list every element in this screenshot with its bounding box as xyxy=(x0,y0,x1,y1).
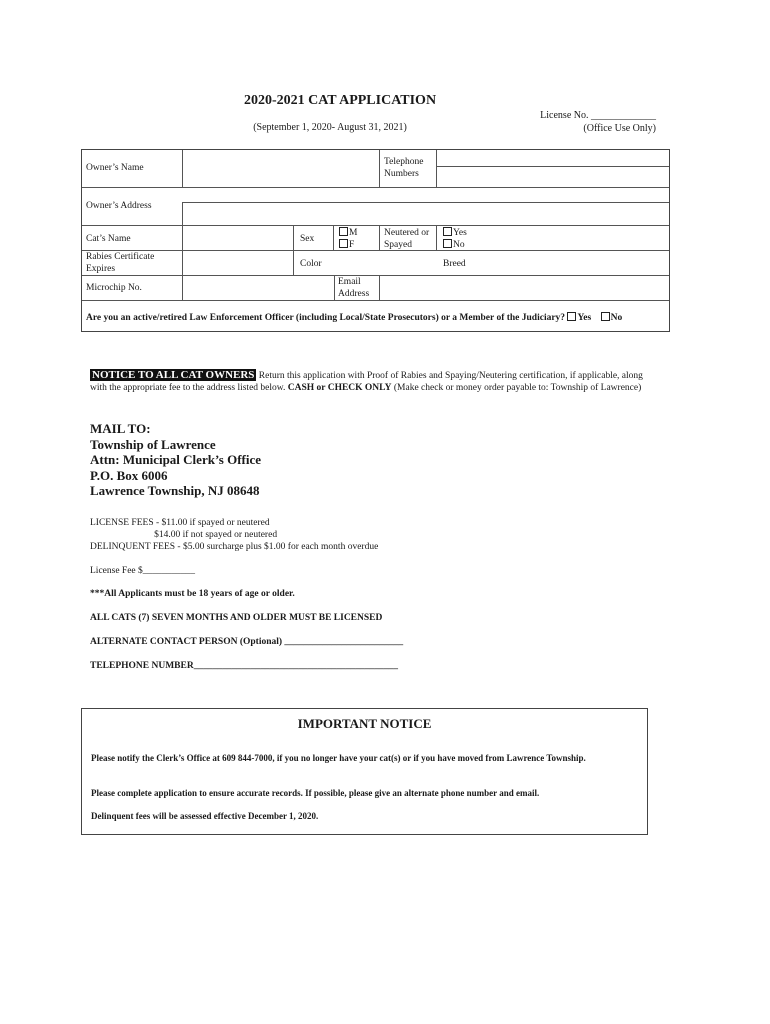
notice-paragraph: NOTICE TO ALL CAT OWNERS Return this application with Proof of Rabies and Spaying/Neutering certification, if applicable, along with the appropriate fee to the address listed below. CASH or CHECK ONLY (Make check or money order payable to: Township of Lawrence) xyxy=(90,369,643,393)
checkbox-icon[interactable] xyxy=(339,239,348,248)
rabies-label: Rabies Certificate Expires xyxy=(86,252,155,274)
checkbox-icon[interactable] xyxy=(567,312,576,321)
breed-field[interactable] xyxy=(474,251,669,275)
sex-male-option[interactable]: M xyxy=(339,227,357,239)
page-title: 2020-2021 CAT APPLICATION xyxy=(243,93,437,108)
checkbox-icon[interactable] xyxy=(339,227,348,236)
license-period: (September 1, 2020- August 31, 2021) xyxy=(253,122,407,133)
color-label: Color xyxy=(300,259,322,269)
important-notice-title: IMPORTANT NOTICE xyxy=(297,716,432,731)
checkbox-icon[interactable] xyxy=(443,227,452,236)
neutered-label: Neutered or Spayed xyxy=(384,228,430,250)
application-form xyxy=(81,149,670,332)
telephone-numbers-label: Telephone Numbers xyxy=(384,157,424,179)
email-field[interactable] xyxy=(380,276,669,300)
owners-address-label: Owner’s Address xyxy=(86,201,152,211)
rabies-field[interactable] xyxy=(183,251,293,275)
color-field[interactable] xyxy=(327,251,437,275)
question-yes-option[interactable]: Yes xyxy=(567,313,591,323)
office-use-label: (Office Use Only) xyxy=(583,123,656,134)
telephone-number-field[interactable]: TELEPHONE NUMBER___________________________________________ xyxy=(90,661,398,671)
age-requirement: ***All Applicants must be 18 years of age or older. xyxy=(90,589,295,599)
sex-label: Sex xyxy=(300,234,315,244)
cats-name-label: Cat’s Name xyxy=(86,234,131,244)
licensing-requirement: ALL CATS (7) SEVEN MONTHS AND OLDER MUST BE LICENSED xyxy=(90,613,383,623)
alternate-contact-field[interactable]: ALTERNATE CONTACT PERSON (Optional) _________________________ xyxy=(90,637,404,647)
checkbox-icon[interactable] xyxy=(443,239,452,248)
email-label: Email Address xyxy=(338,277,370,299)
microchip-label: Microchip No. xyxy=(86,283,142,293)
fee-schedule: LICENSE FEES - $11.00 if spayed or neutered $14.00 if not spayed or neutered DELINQUENT FEES - $5.00 surcharge plus $1.00 for each month overdue xyxy=(90,518,379,552)
breed-label: Breed xyxy=(443,259,466,269)
telephone-numbers-field[interactable] xyxy=(437,150,669,187)
delinquent-fees-text: Delinquent fees will be assessed effective December 1, 2020. xyxy=(91,811,319,821)
license-number-field[interactable]: License No. _____________ xyxy=(540,110,656,121)
microchip-field[interactable] xyxy=(183,276,334,300)
question-no-option[interactable]: No xyxy=(601,313,623,323)
neutered-yes-option[interactable]: Yes xyxy=(443,227,467,239)
complete-application-text: Please complete application to ensure accurate records. If possible, please give an alternate phone number and email. xyxy=(91,788,540,798)
notice-heading: NOTICE TO ALL CAT OWNERS xyxy=(92,369,255,381)
owners-address-field[interactable] xyxy=(183,188,669,225)
sex-female-option[interactable]: F xyxy=(339,239,354,251)
owners-name-field[interactable] xyxy=(183,150,379,187)
cats-name-field[interactable] xyxy=(183,226,293,250)
license-fee-field[interactable]: License Fee $___________ xyxy=(90,566,196,576)
checkbox-icon[interactable] xyxy=(601,312,610,321)
license-number-block xyxy=(520,109,656,135)
law-enforcement-question: Are you an active/retired Law Enforcement Officer (including Local/State Prosecutors) or a Member of the Judiciary? Yes No xyxy=(86,313,623,323)
notify-clerk-text: Please notify the Clerk’s Office at 609 844-7000, if you no longer have your cat(s) or if you have moved from Lawrence Township. xyxy=(91,753,586,763)
mailing-address: MAIL TO: Township of Lawrence Attn: Municipal Clerk’s Office P.O. Box 6006 Lawrence Township, NJ 08648 xyxy=(90,421,262,498)
important-notice-box xyxy=(81,708,648,835)
owners-name-label: Owner’s Name xyxy=(86,163,144,173)
neutered-no-option[interactable]: No xyxy=(443,239,465,251)
